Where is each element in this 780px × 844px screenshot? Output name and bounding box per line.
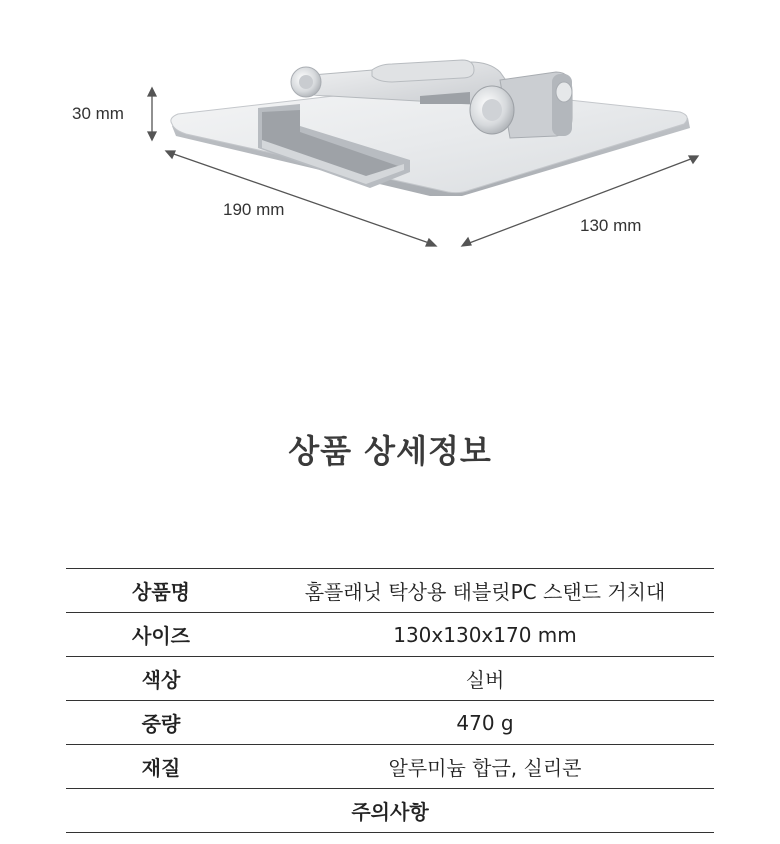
tablet-stand-illustration [0,0,780,300]
spec-table [66,568,714,833]
depth-dimension-label: 190 mm [223,200,285,219]
width-dimension-label: 130 mm [580,216,642,235]
spec-value: 130x130x170 mm [256,613,714,657]
spec-value: 알루미늄 합금, 실리콘 [256,745,714,789]
spec-key: 사이즈 [66,613,256,657]
table-row [66,657,714,701]
section-title: 상품 상세정보 [288,432,492,470]
spec-value: 홈플래닛 탁상용 태블릿PC 스탠드 거치대 [256,569,714,613]
table-row [66,701,714,745]
spec-key: 중량 [66,701,256,745]
notice-row [66,789,714,833]
product-figure [0,0,780,300]
spec-value: 470 g [256,701,714,745]
spec-key: 재질 [66,745,256,789]
spec-value: 실버 [256,657,714,701]
notice-label: 주의사항 [66,789,714,833]
height-dimension-label: 30 mm [72,104,124,123]
spec-key: 상품명 [66,569,256,613]
spec-key: 색상 [66,657,256,701]
table-row [66,745,714,789]
table-row [66,569,714,613]
table-row [66,613,714,657]
